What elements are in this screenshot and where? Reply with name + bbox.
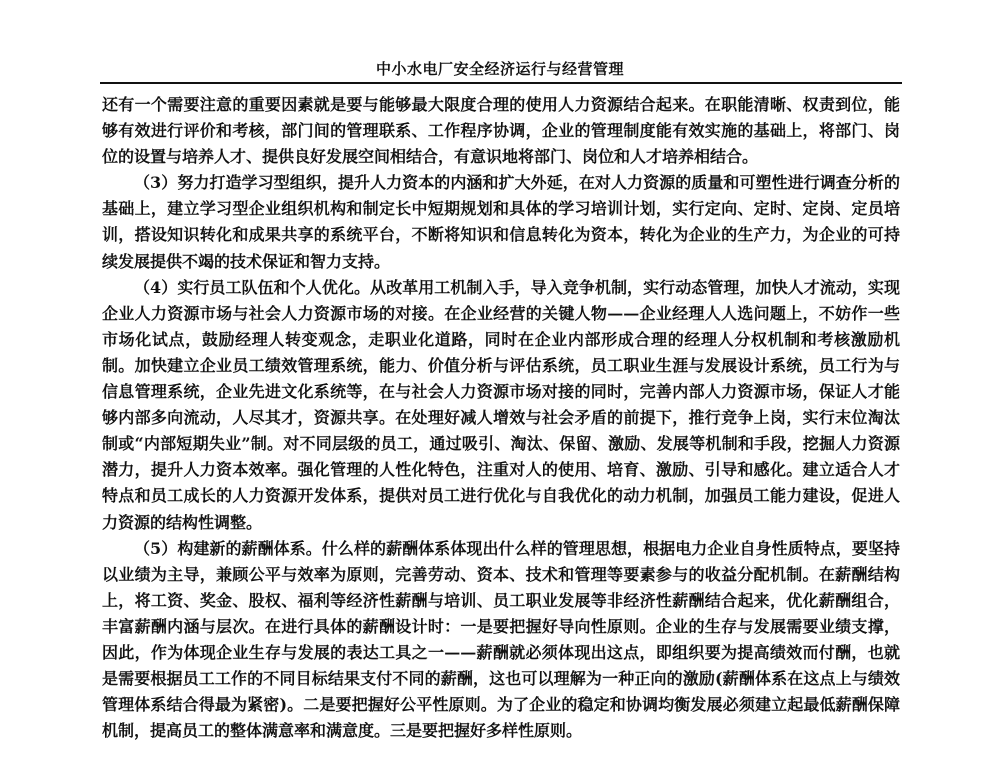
header-rule [100,82,902,84]
paragraph-item-4: （4）实行员工队伍和个人优化。从改革用工机制入手，导入竞争机制，实行动态管理，加快人才流动，实现企业人力资源市场与社会人力资源市场的对接。在企业经营的关键人物——企业经理人人选问题上，不妨作一些市场化试点，鼓励经理人转变观念，走职业化道路，同时在企业内部形成合理的经理人分权机制和考核激励机制。加快建立企业员工绩效管理系统，能力、价值分析与评估系统，员工职业生涯与发展设计系统，员工行为与信息管理系统，企业先进文化系统等，在与社会人力资源市场对接的同时，完善内部人力资源市场，保证人才能够内部多向流动，人尽其才，资源共享。在处理好减人增效与社会矛盾的前提下，推行竞争上岗，实行末位淘汰制或“内部短期失业”制。对不同层级的员工，通过吸引、淘汰、保留、激励、发展等机制和手段，挖掘人力资源潜力，提升人力资本效率。强化管理的人性化特色，注重对人的使用、培育、激励、引导和感化。建立适合人才特点和员工成长的人力资源开发体系，提供对员工进行优化与自我优化的动力机制，加强员工能力建设，促进人力资源的结构性调整。 [102,277,900,532]
paragraph-intro: 还有一个需要注意的重要因素就是要与能够最大限度合理的使用人力资源结合起来。在职能清晰、权责到位，能够有效进行评价和考核，部门间的管理联系、工作程序协调，企业的管理制度能有效实施的基础上，将部门、岗位的设置与培养人才、提供良好发展空间相结合，有意识地将部门、岗位和人才培养相结合。 [102,95,900,167]
running-header: 中小水电厂安全经济运行与经营管理 [375,60,624,78]
paragraph-item-3: （3）努力打造学习型组织，提升人力资本的内涵和扩大外延，在对人力资源的质量和可塑性进行调查分析的基础上，建立学习型企业组织机构和制定长中短期规划和具体的学习培训计划，实行定向、定时、定岗、定员培训，搭设知识转化和成果共享的系统平台，不断将知识和信息转化为资本，转化为企业的生产力，为企业的可持续发展提供不竭的技术保证和智力支持。 [102,173,900,271]
paragraph-item-5: （5）构建新的薪酬体系。什么样的薪酬体系体现出什么样的管理思想，根据电力企业自身性质特点，要坚持以业绩为主导，兼顾公平与效率为原则，完善劳动、资本、技术和管理等要素参与的收益分配机制。在薪酬结构上，将工资、奖金、股权、福利等经济性薪酬与培训、员工职业发展等非经济性薪酬结合起来，优化薪酬组合，丰富薪酬内涵与层次。在进行具体的薪酬设计时：一是要把握好导向性原则。企业的生存与发展需要业绩支撑，因此，作为体现企业生存与发展的表达工具之一——薪酬就必须体现出这点，即组织要为提高绩效而付酬，也就是需要根据员工工作的不同目标结果支付不同的薪酬，这也可以理解为一种正向的激励(薪酬体系在这点上与绩效管理体系结合得最为紧密)。二是要把握好公平性原则。为了企业的稳定和协调均衡发展必须建立起最低薪酬保障机制，提高员工的整体满意率和满意度。三是要把握好多样性原则。 [102,538,900,741]
body-text [102,92,900,744]
